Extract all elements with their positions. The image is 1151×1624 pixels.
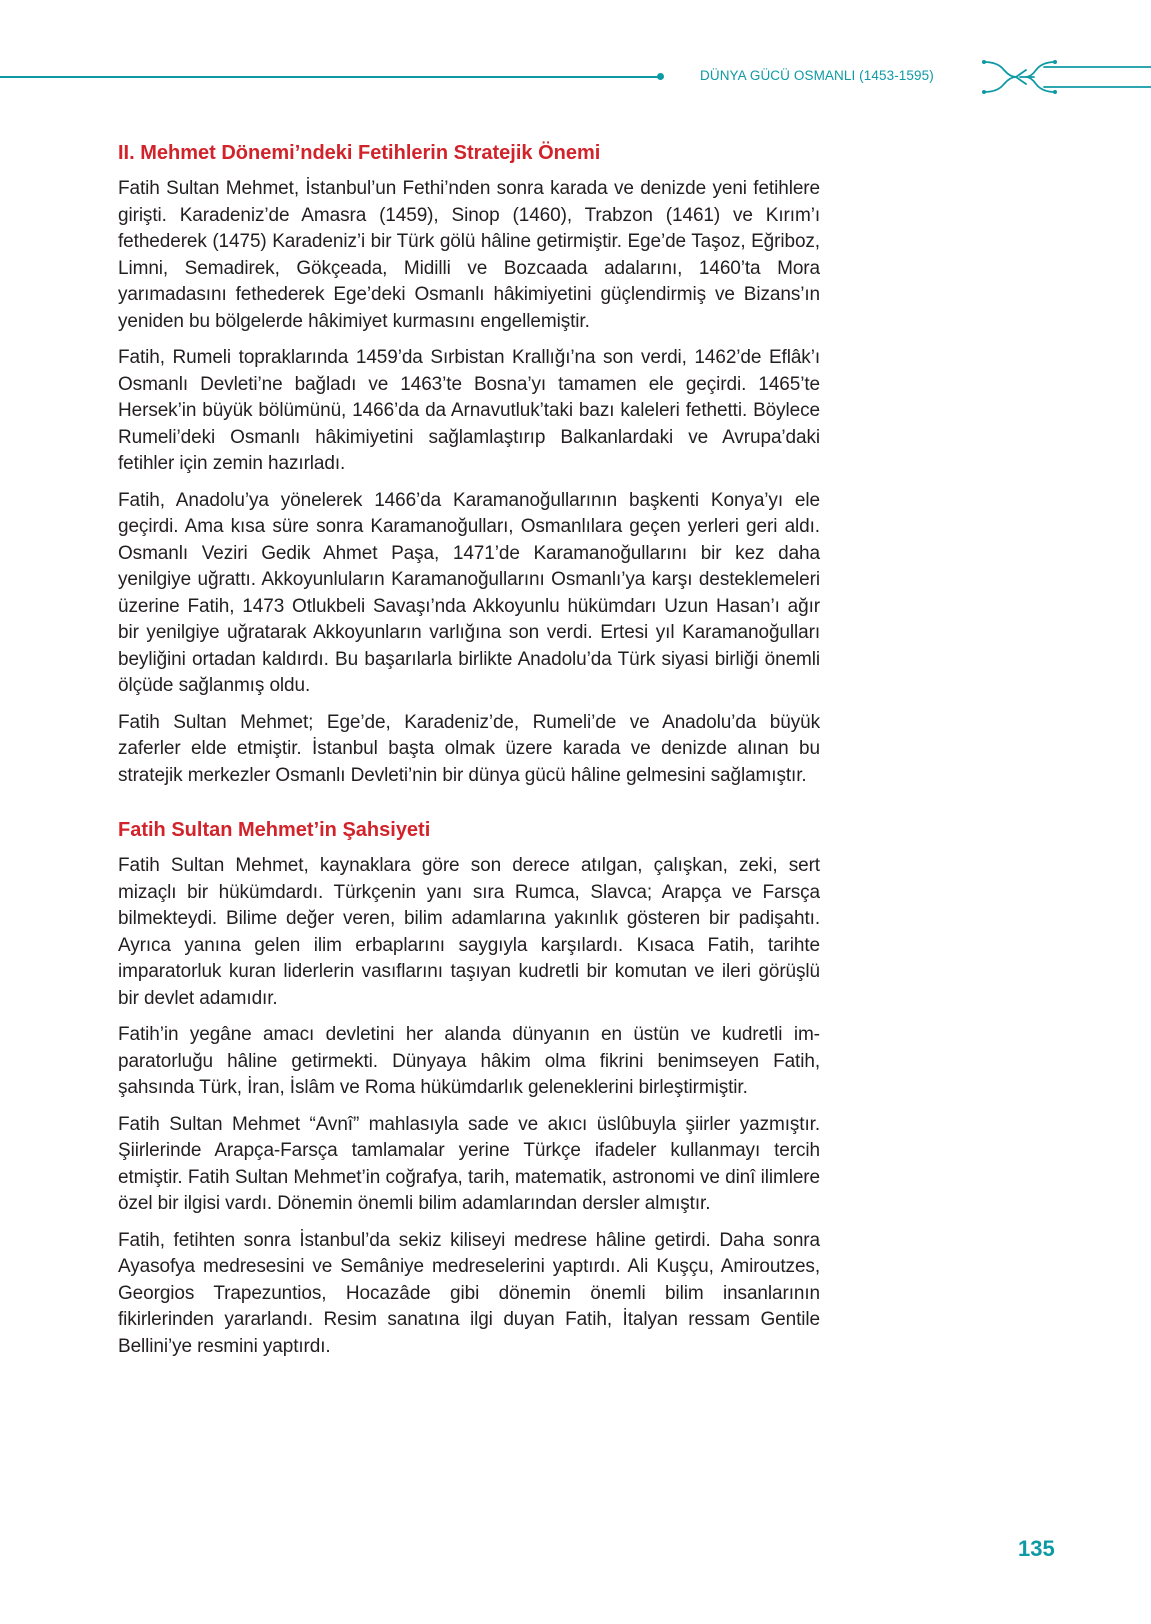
paragraph: Fatih Sultan Mehmet, İstanbul’un Fethi’nden sonra karada ve denizde yeni fetihlere girişti. Karadeniz’de Amasra (1459), Sinop (1460), Trabzon (1461) ve Kırım’ı fethederek (1475) Karadeniz’i bir Türk gölü hâline getirmiştir. Ege’de Taşoz, Eğriboz, Limni, Semadirek, Gökçeada, Midilli ve Bozcaada adalarını, 1460’ta Mora yarımadasını fethederek Ege’deki Osmanlı hâkimiyetini güçlendirmiş ve Bizans’ın yeniden bu bölgelerde hâkimiyet kurmasını engellemiştir. [118,178,820,332]
paragraph: Fatih’in yegâne amacı devletini her alanda dünyanın en üstün ve kudretli imparatorluğu hâline getirmekti. Dünyaya hâkim olma fikrini benimseyen Fatih, şahsında Türk, İran, İslâm ve Roma hükümdarlık geleneklerini birleştirmiştir. [118,1024,820,1098]
paragraph: Fatih, Anadolu’ya yönelerek 1466’da Karamanoğullarının başkenti Konya’yı ele geçirdi. Ama kısa süre sonra Karamanoğulları, Osmanlılara geçen yerleri geri aldı. Osmanlı Veziri Gedik Ahmet Paşa, 1471’de Karamanoğullarını bir kez daha yenilgiye uğrattı. Akkoyunluların Karamanoğullarını Osmanlı’ya karşı desteklemeleri üzerine Fatih, 1473 Otlukbeli Savaşı’nda Akkoyunlu hükümdarı Uzun Hasan’ı ağır bir yenilgiye uğratarak Akkoyunların varlığına son verdi. Ertesi yıl Karamanoğulları beyliğini ortadan kaldırdı. Bu başarılarla birlikte Anadolu’da Türk siyasi birliği önemli ölçüde sağlanmış oldu. [118,489,820,696]
header-rule-dot [657,73,664,80]
paragraph: Fatih Sultan Mehmet; Ege’de, Karadeniz’de, Rumeli’de ve Anadolu’da büyük zaferler elde etmiştir. İstanbul başta olmak üzere karada ve denizde alınan bu stratejik merkezler Osmanlı Devleti’nin bir dünya gücü hâline gelmesini sağlamıştır. [118,711,820,786]
section-heading-personality: Fatih Sultan Mehmet’in Şahsiyeti [118,819,431,841]
decorative-arrow-ornament-icon [982,58,1151,96]
paragraph: Fatih Sultan Mehmet, kaynaklara göre son derece atılgan, çalışkan, zeki, sert mizaçlı bir hükümdardı. Türkçenin yanı sıra Rumca, Slavca; Arapça ve Farsça bilmekteydi. Bilime değer veren, bilim adamlarına yakınlık gösteren bir padişahtı. Ayrıca yanına gelen ilim erbaplarını saygıyla karşılardı. Kısaca Fatih, tarihte imparatorluk kuran liderlerin vasıflarını taşıyan kudretli bir komutan ve ileri görüşlü bir devlet adamıdır. [118,855,820,1009]
page-number: 135 [1018,1536,1055,1561]
page-content [118,140,820,1370]
paragraph: Fatih Sultan Mehmet “Avnî” mahlasıyla sade ve akıcı üslûbuyla şiirler yazmıştır. Şiirlerinde Arapça-Farsça tamlamalar yerine Türkçe ifadeler kullanmayı tercih etmiştir. Fatih Sultan Mehmet’in coğrafya, tarih, matematik, astronomi ve dinî ilimlere özel bir ilgisi vardı. Dönemin önemli bilim adamlarından dersler almıştır. [118,1113,820,1214]
section-heading-strategic-importance: II. Mehmet Dönemi’ndeki Fetihlerin Stratejik Önemi [118,142,601,164]
running-header-title: DÜNYA GÜCÜ OSMANLI (1453-1595) [700,68,934,83]
header-rule [0,76,662,78]
paragraph: Fatih, fetihten sonra İstanbul’da sekiz kiliseyi medrese hâline getirdi. Daha sonra Ayasofya medresesini ve Semâniye medreselerini yaptırdı. Ali Kuşçu, Amiroutzes, Georgios Trapezuntios, Hocazâde gibi dönemin önemli bilim insanlarının fikirlerinden yararlandı. Resim sanatına ilgi duyan Fatih, İtalyan ressam Gentile Bellini’ye resmini yaptırdı. [118,1229,820,1357]
paragraph: Fatih, Rumeli topraklarında 1459’da Sırbistan Krallığı’na son verdi, 1462’de Eflâk’ı Osmanlı Devleti’ne bağladı ve 1463’te Bosna’yı tamamen ele geçirdi. 1465’te Hersek’in büyük bölümünü, 1466’da da Arnavutluk’taki bazı kaleleri fethetti. Böylece Rumeli’deki Osmanlı hâkimiyetini sağlamlaştırıp Balkanlardaki ve Avrupa’daki fetihler için zemin hazırladı. [118,347,820,474]
